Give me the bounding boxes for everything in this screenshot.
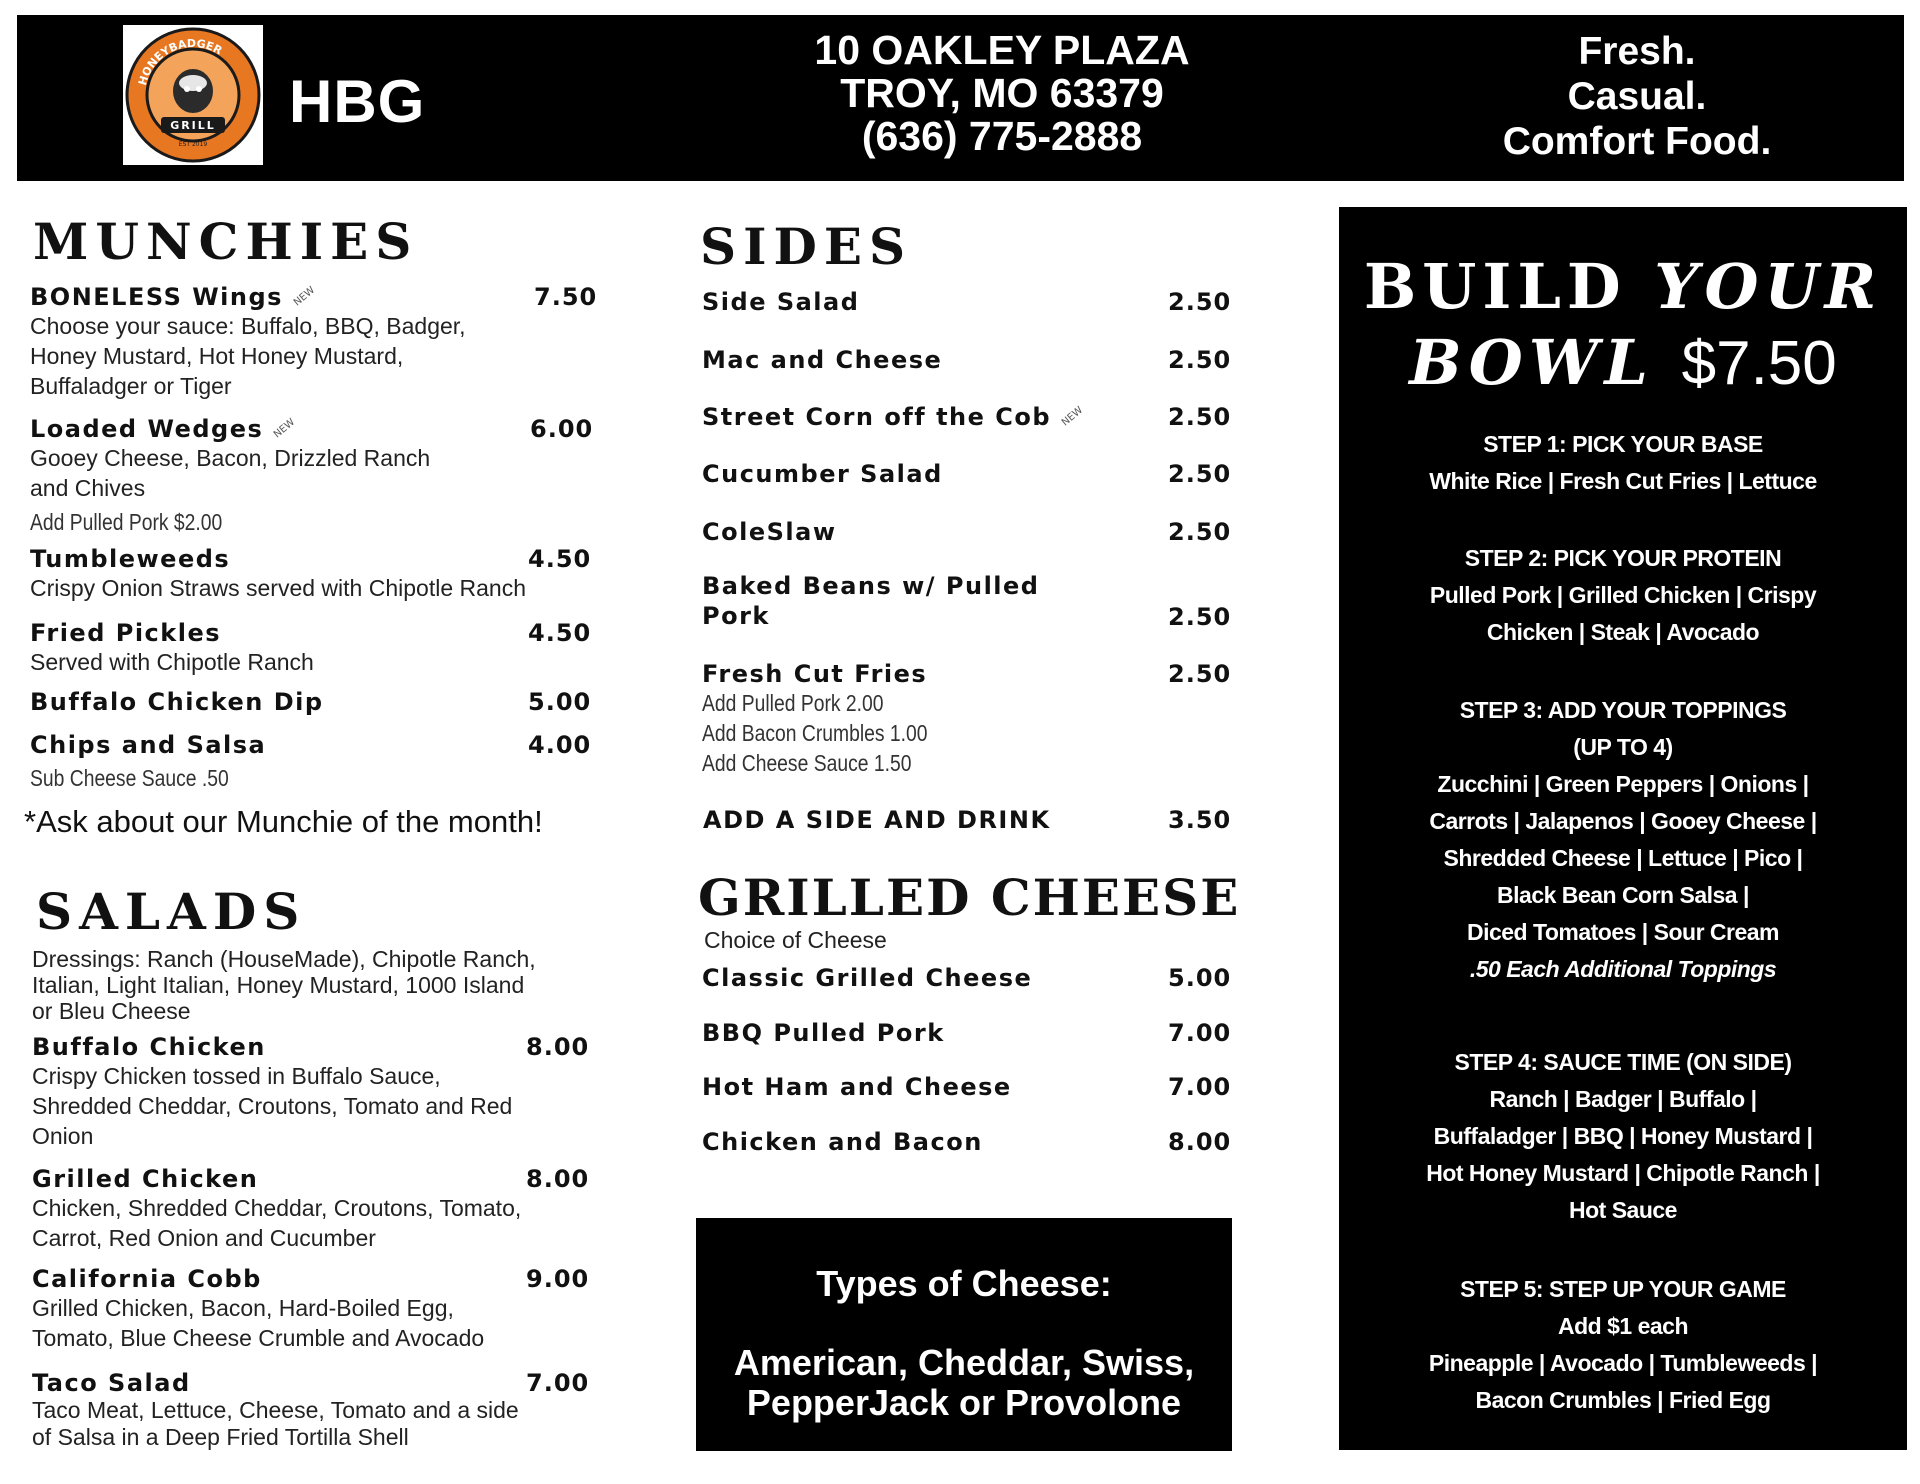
item-name: ColeSlaw <box>702 518 837 546</box>
item-price: 8.00 <box>526 1165 590 1193</box>
step-subheading: (UP TO 4) <box>1573 734 1673 760</box>
salad-dressings <box>32 946 536 1024</box>
step-heading: STEP 5: STEP UP YOUR GAME <box>1460 1276 1786 1302</box>
item-description <box>32 1061 592 1151</box>
new-badge: NEW <box>272 416 298 441</box>
bowl-title <box>1339 249 1907 402</box>
cheese-types-box <box>696 1218 1232 1451</box>
menu-item <box>702 660 1232 778</box>
item-name: Side Salad <box>702 288 860 316</box>
step-heading: STEP 3: ADD YOUR TOPPINGS <box>1459 697 1787 723</box>
item-addon: Add Pulled Pork $2.00 <box>30 509 223 535</box>
tagline-line: Casual. <box>1567 75 1707 118</box>
item-name: Fried Pickles <box>30 619 222 647</box>
description-line: Carrot, Red Onion and Cucumber <box>32 1225 376 1251</box>
bowl-step-4 <box>1359 1044 1887 1229</box>
bowl-step-5 <box>1359 1271 1887 1419</box>
honeybadger-grill-logo <box>123 25 263 165</box>
item-price: 5.00 <box>528 688 592 716</box>
dressings-line: or Bleu Cheese <box>32 998 191 1024</box>
tagline <box>1437 29 1837 164</box>
description-line: Buffaladger or Tiger <box>30 373 232 399</box>
restaurant-address <box>717 29 1287 158</box>
menu-item <box>702 346 1232 374</box>
step-options: Chicken | Steak | Avocado <box>1486 619 1760 645</box>
item-name: Street Corn off the Cob <box>702 403 1052 431</box>
item-name: Loaded Wedges <box>30 415 264 443</box>
build-your-bowl-panel <box>1339 207 1907 1450</box>
item-price: 2.50 <box>1168 403 1232 431</box>
item-price: 2.50 <box>1168 660 1232 688</box>
menu-item <box>30 688 590 716</box>
item-description <box>32 1193 592 1253</box>
description-line: Grilled Chicken, Bacon, Hard-Boiled Egg, <box>32 1295 454 1321</box>
step-heading: STEP 1: PICK YOUR BASE <box>1483 431 1763 457</box>
item-addon: Sub Cheese Sauce .50 <box>30 765 229 791</box>
address-city: TROY, MO 63379 <box>840 70 1164 116</box>
item-price: 7.00 <box>1168 1073 1232 1101</box>
description-line: Crispy Chicken tossed in Buffalo Sauce, <box>32 1063 441 1089</box>
item-name: ADD A SIDE AND DRINK <box>703 806 1051 834</box>
bowl-title-word: BOWL <box>1409 326 1655 399</box>
step-options: Bacon Crumbles | Fried Egg <box>1475 1387 1771 1413</box>
item-description <box>30 443 590 503</box>
menu-item <box>32 1265 592 1353</box>
item-price: 7.00 <box>526 1369 590 1397</box>
item-name: Fresh Cut Fries <box>702 660 928 688</box>
step-options: Carrots | Jalapenos | Gooey Cheese | <box>1429 808 1817 834</box>
description-line: Served with Chipotle Ranch <box>30 649 314 675</box>
item-price: 4.00 <box>528 731 592 759</box>
menu-item <box>702 964 1232 992</box>
item-name: California Cobb <box>32 1265 262 1293</box>
item-price: 4.50 <box>528 619 592 647</box>
step-options: Black Bean Corn Salsa | <box>1497 882 1749 908</box>
item-description <box>30 573 590 603</box>
description-line: Tomato, Blue Cheese Crumble and Avocado <box>32 1325 485 1351</box>
step-options: Zucchini | Green Peppers | Onions | <box>1437 771 1809 797</box>
step-options: Hot Honey Mustard | Chipotle Ranch | <box>1426 1160 1820 1186</box>
munchies-title: MUNCHIES <box>33 212 419 271</box>
logo-est-text: EST 2019 <box>178 141 208 148</box>
item-name: Buffalo Chicken Dip <box>30 688 324 716</box>
menu-item <box>32 1033 592 1151</box>
addon-line: Add Cheese Sauce 1.50 <box>702 750 912 776</box>
grilled-cheese-title: GRILLED CHEESE <box>698 868 1241 927</box>
item-name: Classic Grilled Cheese <box>702 964 1033 992</box>
step-options: Diced Tomatoes | Sour Cream <box>1466 919 1780 945</box>
item-price: 7.50 <box>534 283 598 311</box>
item-price: 2.50 <box>1168 288 1232 316</box>
description-line: Taco Meat, Lettuce, Cheese, Tomato and a side <box>32 1397 519 1423</box>
cheese-types-list <box>696 1343 1232 1423</box>
dressings-line: Dressings: Ranch (HouseMade), Chipotle Ranch, <box>32 946 536 972</box>
description-line: Shredded Cheddar, Croutons, Tomato and Red <box>32 1093 513 1119</box>
description-line: Onion <box>32 1123 94 1149</box>
item-name: Taco Salad <box>32 1369 191 1397</box>
tagline-line: Comfort Food. <box>1502 120 1772 163</box>
item-price: 8.00 <box>526 1033 590 1061</box>
item-name: Mac and Cheese <box>702 346 943 374</box>
brand-name: HBG <box>289 68 426 135</box>
item-description <box>30 311 590 401</box>
menu-item <box>30 545 590 603</box>
step-heading: STEP 4: SAUCE TIME (ON SIDE) <box>1454 1049 1792 1075</box>
menu-item <box>702 518 1232 546</box>
address-street: 10 OAKLEY PLAZA <box>814 27 1190 73</box>
description-line: Honey Mustard, Hot Honey Mustard, <box>30 343 404 369</box>
item-name: Hot Ham and Cheese <box>702 1073 1012 1101</box>
item-price: 2.50 <box>1168 346 1232 374</box>
step-heading: STEP 2: PICK YOUR PROTEIN <box>1464 545 1782 571</box>
item-name: Buffalo Chicken <box>32 1033 266 1061</box>
grilled-cheese-subtitle: Choice of Cheese <box>704 927 887 953</box>
addon-line: Add Bacon Crumbles 1.00 <box>702 720 928 746</box>
item-price: 9.00 <box>526 1265 590 1293</box>
menu-item <box>702 460 1232 488</box>
item-name: Chicken and Bacon <box>702 1128 983 1156</box>
bowl-title-word: BUILD <box>1363 250 1627 323</box>
description-line: Crispy Onion Straws served with Chipotle Ranch <box>30 575 526 601</box>
item-description <box>32 1397 592 1451</box>
bowl-step-2 <box>1359 540 1887 651</box>
item-name-line: Pork <box>702 602 770 630</box>
step-options: White Rice | Fresh Cut Fries | Lettuce <box>1429 468 1817 494</box>
step-options: Pulled Pork | Grilled Chicken | Crispy <box>1429 582 1817 608</box>
menu-item <box>30 283 598 401</box>
new-badge: NEW <box>291 284 318 309</box>
bowl-step-3 <box>1359 692 1887 988</box>
cheese-types-line: American, Cheddar, Swiss, <box>733 1342 1195 1383</box>
cheese-types-line: PepperJack or Provolone <box>746 1382 1182 1423</box>
logo-arc-text: HONEYBADGER <box>136 36 225 87</box>
menu-item <box>702 288 1232 316</box>
bowl-price: $7.50 <box>1681 329 1837 398</box>
step-options: Hot Sauce <box>1569 1197 1677 1223</box>
menu-item <box>702 571 1232 631</box>
description-line: and Chives <box>30 475 146 501</box>
item-price: 4.50 <box>528 545 592 573</box>
item-price: 7.00 <box>1168 1019 1232 1047</box>
item-name-line: Baked Beans w/ Pulled <box>702 572 1040 600</box>
item-price: 2.50 <box>1168 603 1232 631</box>
step-options: Shredded Cheese | Lettuce | Pico | <box>1443 845 1803 871</box>
menu-item <box>30 619 590 677</box>
item-description <box>30 647 590 677</box>
step-options: Ranch | Badger | Buffalo | <box>1489 1086 1757 1112</box>
menu-item <box>32 1165 592 1253</box>
item-description <box>32 1293 592 1353</box>
bowl-step-1 <box>1359 426 1887 500</box>
description-line: of Salsa in a Deep Fried Tortilla Shell <box>32 1424 409 1450</box>
menu-item <box>30 731 590 793</box>
item-price: 8.00 <box>1168 1128 1232 1156</box>
munchie-of-month-note: *Ask about our Munchie of the month! <box>24 804 543 839</box>
description-line: Chicken, Shredded Cheddar, Croutons, Tomato, <box>32 1195 522 1221</box>
menu-item <box>32 1369 592 1451</box>
tagline-line: Fresh. <box>1578 30 1696 73</box>
item-addons <box>702 688 1232 778</box>
item-name: Tumbleweeds <box>30 545 231 573</box>
menu-item <box>702 1019 1232 1047</box>
item-name: BBQ Pulled Pork <box>702 1019 945 1047</box>
menu-item <box>30 415 594 537</box>
logo-badge <box>123 25 263 165</box>
sides-title: SIDES <box>700 217 913 276</box>
header-bar <box>17 15 1904 181</box>
cheese-types-title: Types of Cheese: <box>816 1263 1112 1304</box>
step-subheading: Add $1 each <box>1558 1313 1688 1339</box>
addon-line: Add Pulled Pork 2.00 <box>702 690 884 716</box>
item-price: 2.50 <box>1168 460 1232 488</box>
menu-item <box>702 403 1232 431</box>
step-options: Pineapple | Avocado | Tumbleweeds | <box>1428 1350 1818 1376</box>
step-note: .50 Each Additional Toppings <box>1469 956 1777 982</box>
menu-item <box>703 806 1233 834</box>
item-name: Grilled Chicken <box>32 1165 259 1193</box>
menu-item <box>702 1128 1232 1156</box>
logo-grill-text: GRILL <box>170 119 216 132</box>
menu-item <box>702 1073 1232 1101</box>
step-options: Buffaladger | BBQ | Honey Mustard | <box>1433 1123 1813 1149</box>
description-line: Gooey Cheese, Bacon, Drizzled Ranch <box>30 445 431 471</box>
item-price: 3.50 <box>1168 806 1232 834</box>
item-price: 5.00 <box>1168 964 1232 992</box>
new-badge: NEW <box>1059 404 1086 429</box>
item-name: Chips and Salsa <box>30 731 267 759</box>
item-price: 2.50 <box>1168 518 1232 546</box>
salads-title: SALADS <box>36 882 307 941</box>
item-name <box>702 571 1232 631</box>
bowl-title-word: YOUR <box>1654 250 1883 323</box>
description-line: Choose your sauce: Buffalo, BBQ, Badger, <box>30 313 466 339</box>
dressings-line: Italian, Light Italian, Honey Mustard, 1000 Island <box>32 972 525 998</box>
item-name: BONELESS Wings <box>30 283 283 311</box>
phone-number: (636) 775-2888 <box>861 113 1143 159</box>
item-name: Cucumber Salad <box>702 460 943 488</box>
item-price: 6.00 <box>530 415 594 443</box>
